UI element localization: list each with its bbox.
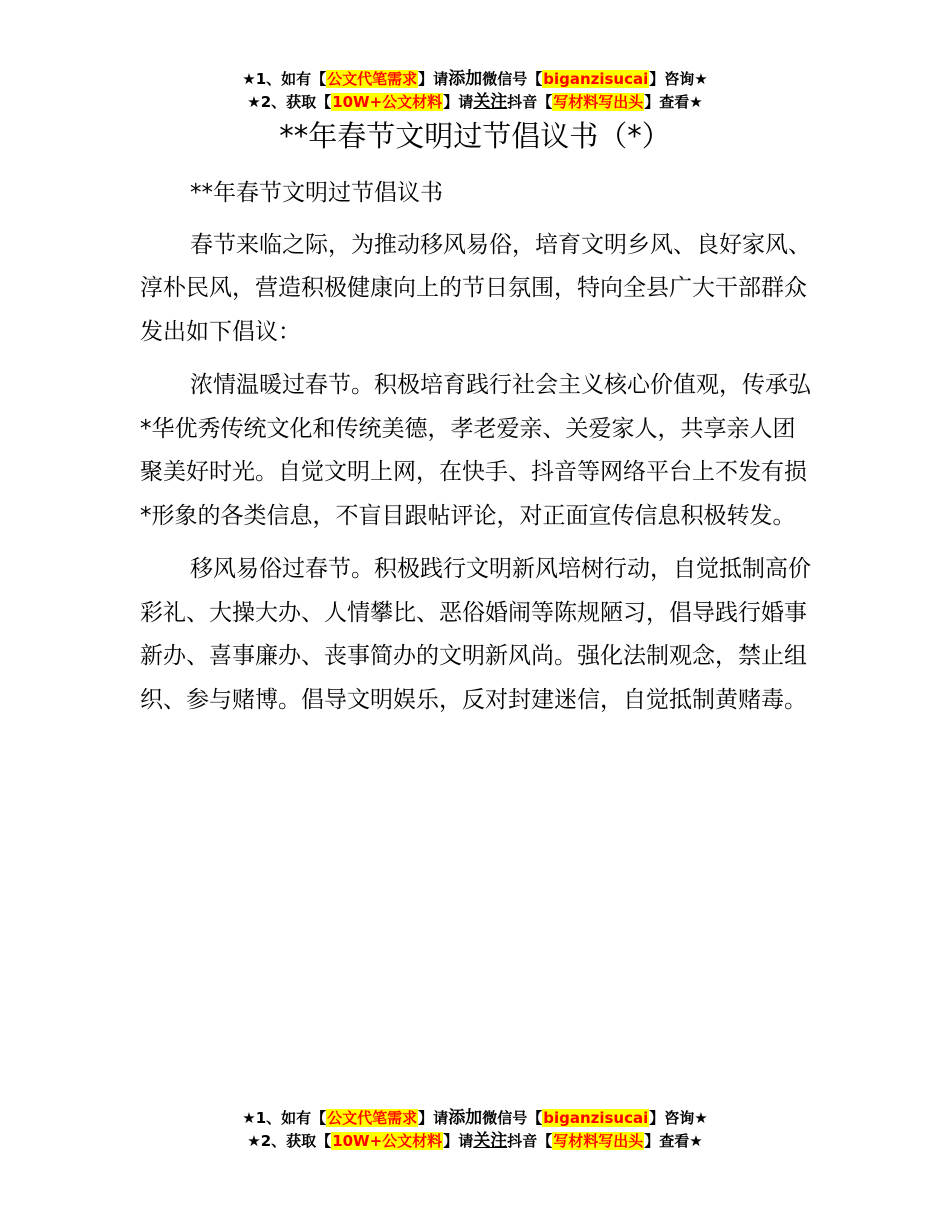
promo-highlight: biganzisucai — [543, 70, 649, 88]
promo-highlight: 10W+公文材料 — [332, 1132, 443, 1150]
promo-text: 】请 — [418, 70, 449, 88]
promo-emphasis: 关注 — [473, 1131, 508, 1151]
promo-text: ★1、如有【 — [242, 70, 327, 88]
promo-text: 抖音【 — [507, 93, 553, 111]
promo-text: 微信号【 — [482, 1109, 543, 1127]
promo-text: 】咨询★ — [649, 70, 708, 88]
promo-highlight: 写材料写出头 — [553, 93, 644, 111]
promo-text: 抖音【 — [507, 1132, 553, 1150]
promo-line-1 — [0, 68, 950, 91]
promo-line-2 — [0, 91, 950, 114]
promo-text: ★2、获取【 — [247, 1132, 332, 1150]
promo-text: 微信号【 — [482, 70, 543, 88]
promo-line-1 — [0, 1107, 950, 1130]
promo-text: ★2、获取【 — [247, 93, 332, 111]
promo-footer — [0, 1107, 950, 1153]
promo-text: 】查看★ — [644, 93, 703, 111]
paragraph: 浓情温暖过春节。积极培育践行社会主义核心价值观，传承弘*华优秀传统文化和传统美德，孝老爱亲、关爱家人，共享亲人团聚美好时光。自觉文明上网，在快手、抖音等网络平台上不发有损*形象的各类信息，不盲目跟帖评论，对正面宣传信息积极转发。 — [140, 372, 811, 529]
promo-line-2 — [0, 1130, 950, 1153]
promo-header — [0, 68, 950, 114]
promo-text: 】请 — [443, 93, 474, 111]
document-title: **年春节文明过节倡议书（*） — [279, 119, 671, 153]
paragraph: 移风易俗过春节。积极践行文明新风培树行动，自觉抵制高价彩礼、大操大办、人情攀比、恶俗婚闹等陈规陋习，倡导践行婚事新办、喜事廉办、丧事简办的文明新风尚。强化法制观念，禁止组织、参与赌博。倡导文明娱乐，反对封建迷信，自觉抵制黄赌毒。 — [140, 556, 811, 713]
promo-highlight: 公文代笔需求 — [327, 70, 418, 88]
promo-emphasis: 添加 — [448, 69, 483, 89]
promo-highlight: 写材料写出头 — [553, 1132, 644, 1150]
promo-text: ★1、如有【 — [242, 1109, 327, 1127]
promo-emphasis: 添加 — [448, 1108, 483, 1128]
promo-highlight: biganzisucai — [543, 1109, 649, 1127]
promo-text: 】请 — [418, 1109, 449, 1127]
document-body — [140, 172, 815, 732]
promo-emphasis: 关注 — [473, 92, 508, 112]
promo-highlight: 10W+公文材料 — [332, 93, 443, 111]
promo-text: 】查看★ — [644, 1132, 703, 1150]
promo-text: 】咨询★ — [649, 1109, 708, 1127]
promo-text: 】请 — [443, 1132, 474, 1150]
paragraph: 春节来临之际，为推动移风易俗，培育文明乡风、良好家风、淳朴民风，营造积极健康向上的节日氛围，特向全县广大干部群众发出如下倡议： — [140, 231, 811, 345]
document-subtitle: **年春节文明过节倡议书 — [190, 180, 443, 206]
promo-highlight: 公文代笔需求 — [327, 1109, 418, 1127]
